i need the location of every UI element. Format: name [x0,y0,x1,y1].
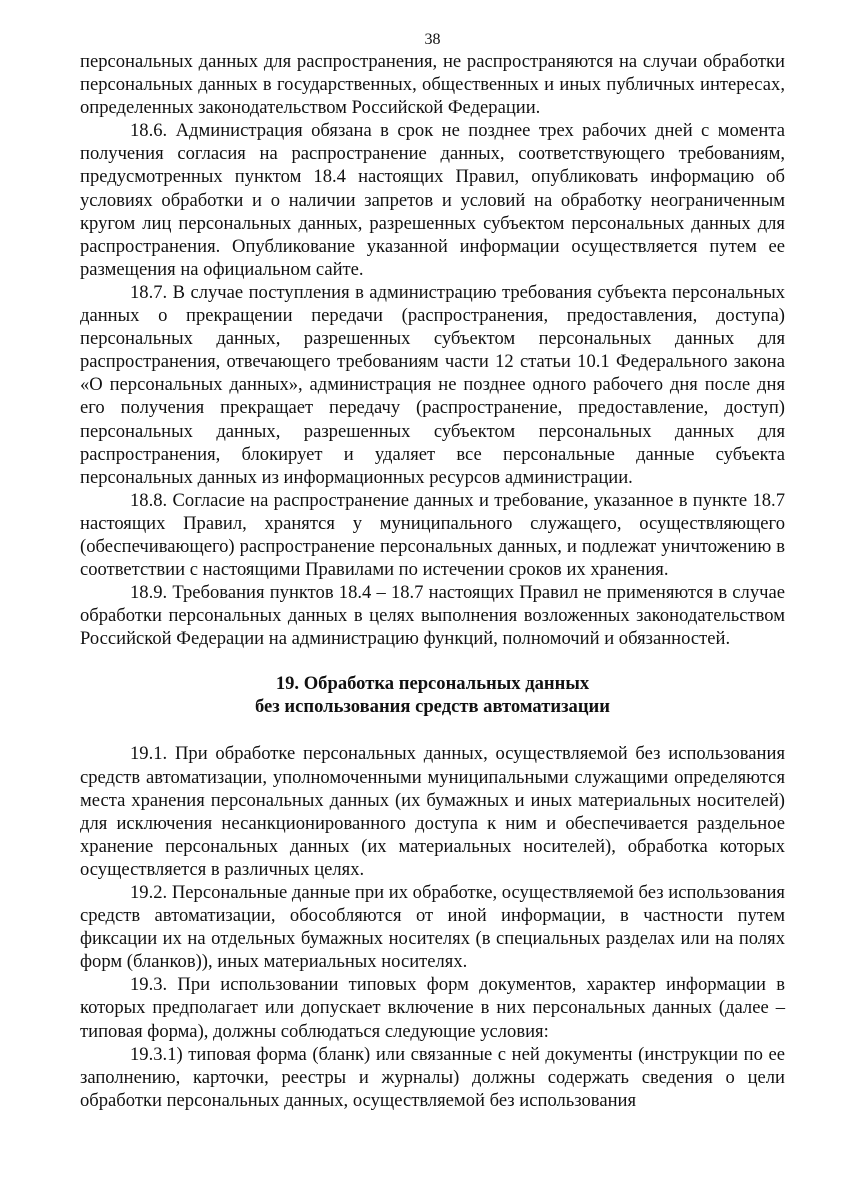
document-page [80,30,785,1112]
paragraph-19-2: 19.2. Персональные данные при их обработке, осуществляемой без использования средств автоматизации, обособляются от иной информации, в частности путем фиксации их на отдельных бумажных носителях (в специальных разделах или на полях форм (бланков)), иных материальных носителях. [80,882,785,973]
page-number: 38 [424,31,441,48]
paragraph-continuation: персональных данных для распространения, не распространяются на случаи обработки персональных данных в государственных, общественных и иных публичных интересах, определенных законодательством Российской Федерации. [80,51,785,119]
section-heading-line-2: без использования средств автоматизации [255,696,610,718]
paragraph-18-7: 18.7. В случае поступления в администрацию требования субъекта персональных данных о прекращении передачи (распространения, предоставления, доступа) персональных данных, разрешенных субъектом персональных данных для распространения, отвечающего требованиям части 12 статьи 10.1 Федерального закона «О персональных данных», администрация не позднее одного рабочего дня после дня его получения прекращает передачу (распространение, предоставление, доступ) персональных данных, разрешенных субъектом персональных данных для распространения, блокирует и удаляет все персональные данные субъекта персональных данных из информационных ресурсов администрации. [80,281,785,488]
paragraph-19-1: 19.1. При обработке персональных данных, осуществляемой без использования средств автоматизации, уполномоченными муниципальными служащими определяются места хранения персональных данных (их бумажных и иных материальных носителей) для исключения несанкционированного доступа к ним и обеспечивается раздельное хранение персональных данных (их материальных носителей), обработка которых осуществляется в различных целях. [80,743,785,880]
paragraph-18-8: 18.8. Согласие на распространение данных и требование, указанное в пункте 18.7 настоящих Правил, хранятся у муниципального служащего, осуществляющего (обеспечивающего) распространение персональных данных, и подлежат уничтожению в соответствии с настоящими Правилами по истечении сроков их хранения. [80,489,785,581]
section-heading [80,672,785,718]
section-heading-line-1: 19. Обработка персональных данных [275,673,590,695]
paragraph-18-9: 18.9. Требования пунктов 18.4 – 18.7 настоящих Правил не применяются в случае обработки персональных данных в целях выполнения возложенных законодательством Российской Федерации на администрацию функций, полномочий и обязанностей. [80,582,785,650]
paragraph-19-3-1: 19.3.1) типовая форма (бланк) или связанные с ней документы (инструкции по ее заполнению, карточки, реестры и журналы) должны содержать сведения о цели обработки персональных данных, осуществляемой без использования [80,1043,785,1111]
paragraph-18-6: 18.6. Администрация обязана в срок не позднее трех рабочих дней с момента получения согласия на распространение данных, соответствующего требованиям, предусмотренных пунктом 18.4 настоящих Правил, опубликовать информацию об условиях обработки и о наличии запретов и условий на обработку неограниченным кругом лиц персональных данных, разрешенных субъектом персональных данных для распространения. Опубликование указанной информации осуществляется путем ее размещения на официальном сайте. [80,120,785,280]
paragraph-19-3: 19.3. При использовании типовых форм документов, характер информации в которых предполагает или допускает включение в них персональных данных (далее – типовая форма), должны соблюдаться следующие условия: [80,974,785,1042]
